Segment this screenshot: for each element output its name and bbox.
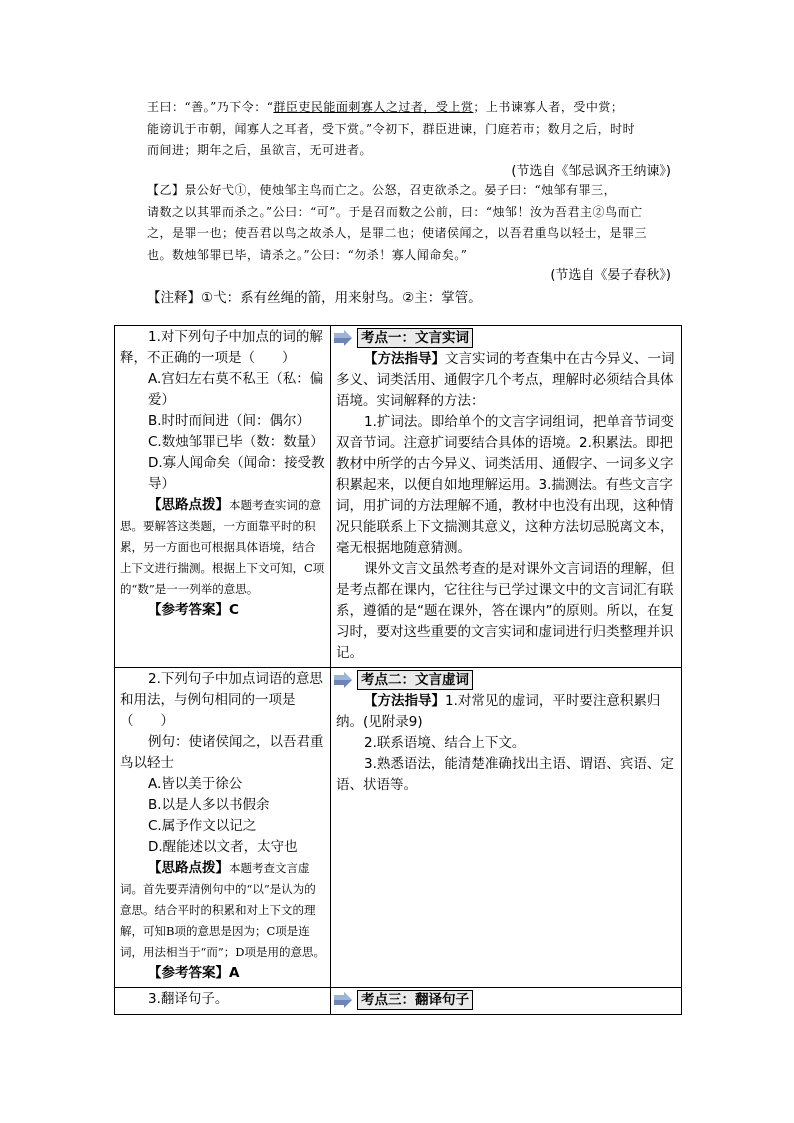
question-2-cell xyxy=(115,668,331,988)
yi-source: (节选自《晏子春秋》) xyxy=(550,268,671,283)
question-1-cell xyxy=(115,326,331,668)
kp3-header xyxy=(334,989,676,1011)
yi-line-2: 请数之以其罪而杀之。”公曰：“可”。于是召而数之公前，曰：“烛邹！汝为吾君主②鸟而亡 xyxy=(147,204,643,219)
q2-option-b: B.以是人多以书假余 xyxy=(148,797,270,813)
q2-answer-label: 【参考答案】 xyxy=(148,965,229,981)
q1-option-a: A.宫妇左右莫不私王（私：偏爱） xyxy=(148,371,324,408)
kp1-title: 考点一：文言实词 xyxy=(357,328,473,348)
question-1-stem: 1.对下列句子中加点的词的解释，不正确的一项是（ ） xyxy=(120,329,323,366)
q2-answer-value: A xyxy=(229,965,240,981)
kp2-guide xyxy=(336,691,676,733)
q1-hint-label: 【思路点拨】 xyxy=(148,497,229,513)
table-row xyxy=(115,326,682,668)
yi-line-3: 之，是罪一也；使吾君以鸟之故杀人，是罪二也；使诸侯闻之，以吾君重鸟以轻士，是罪三 xyxy=(147,226,648,240)
q1-option-d: D.寡人闻命矣（闻命：接受教导） xyxy=(148,455,325,492)
q1-answer-label: 【参考答案】 xyxy=(148,602,229,618)
q2-hint-label: 【思路点拨】 xyxy=(148,860,229,876)
yi-line-4: 也。数烛邹罪已毕，请杀之。”公曰：“勿杀！寡人闻命矣。” xyxy=(147,247,468,262)
q1-answer-value: C xyxy=(229,602,239,618)
kp2-title: 考点二：文言虚词 xyxy=(357,670,473,690)
q2-option-d: D.醒能述以文者，太守也 xyxy=(148,839,298,855)
q1-hint xyxy=(120,495,325,600)
q2-option-c: C.属予作文以记之 xyxy=(148,818,257,834)
yi-line-1: 【乙】景公好弋①，使烛邹主鸟而亡之。公怒，召吏欲杀之。晏子曰：“烛邹有罪三， xyxy=(147,183,617,197)
q1-option-b: B.时时而间进（间：偶尔） xyxy=(148,413,311,429)
question-2-stem: 2.下列句子中加点词语的意思和用法，与例句相同的一项是（ ） xyxy=(120,671,323,729)
knowledge-point-1-cell xyxy=(331,326,682,668)
kp1-guide-label: 【方法指导】 xyxy=(364,351,445,367)
kp1-guide xyxy=(336,349,676,412)
jia-line-2: 能谤讥于市朝，闻寡人之耳者，受下赏。”令初下，群臣进谏，门庭若市；数月之后，时时 xyxy=(147,121,636,136)
kp2-method-3: 3.熟悉语法，能清楚准确找出主语、谓语、宾语、定语、状语等。 xyxy=(336,756,674,793)
jia-line-1b: ；上书谏寡人者，受中赏； xyxy=(473,100,624,114)
arrow-icon xyxy=(334,330,352,346)
kp1-methods xyxy=(336,412,676,559)
kp1-guide-text: 文言实词的考查集中在古今异义、一词多义、词类活用、通假字几个考点，理解时必须结合具体语境。实词解释的方法： xyxy=(336,351,675,409)
jia-source: (节选自《邹忌讽齐王纳谏》) xyxy=(511,164,671,179)
arrow-icon xyxy=(334,672,352,688)
q2-hint-text: 本题考查文言虚词。首先要弄清例句中的“以”是认为的意思。结合平时的积累和对上下文的理解，可知B项的意思是因为；C项是连词，用法相当于“而”；D项是用的意思。 xyxy=(120,861,325,959)
jia-line-1 xyxy=(147,97,673,119)
q1-option-c: C.数烛邹罪已毕（数：数量） xyxy=(148,434,324,450)
q2-hint xyxy=(120,858,325,963)
knowledge-point-3-cell xyxy=(331,988,682,1015)
arrow-icon xyxy=(334,992,352,1008)
q1-answer xyxy=(120,600,325,621)
kp2-header xyxy=(334,669,676,691)
exercise-table xyxy=(114,325,682,1015)
passage-jia xyxy=(147,97,673,162)
kp1-method-3: 3.揣测法。有些文言字词，用扩词的方法理解不通，教材中也没有出现，这种情况只能联系上下文揣测其意义，这种方法切忌脱离文本，毫无根据地随意猜测。 xyxy=(336,477,674,556)
jia-underlined-text: 群臣吏民能面刺寡人之过者，受上赏 xyxy=(273,100,474,114)
kp3-title: 考点三：翻译句子 xyxy=(357,990,473,1010)
kp2-guide-label: 【方法指导】 xyxy=(364,693,445,709)
question-3-stem: 3.翻译句子。 xyxy=(148,991,229,1007)
jia-line-3: 而间进；期年之后，虽欲言，无可进者。 xyxy=(147,143,373,157)
annotation-note: 【注释】①弋：系有丝绳的箭，用来射鸟。②主：掌管。 xyxy=(147,290,482,306)
kp1-paragraph-2: 课外文言文虽然考查的是对课外文言词语的理解，但是考点都在课内，它往往与已学过课文中的文言词汇有联系，遵循的是“题在课外，答在课内”的原则。所以，在复习时，要对这些重要的文言实词和虚词进行归类整理并识记。 xyxy=(336,561,675,661)
knowledge-point-2-cell xyxy=(331,668,682,988)
q2-example: 例句：使诸侯闻之，以吾君重鸟以轻士 xyxy=(120,734,324,771)
passage-yi xyxy=(147,180,673,266)
q1-hint-text: 本题考查实词的意思。要解答这类题，一方面靠平时的积累，另一方面也可根据具体语境，结合上下文进行揣测。根据上下文可知，C项的“数”是一一列举的意思。 xyxy=(120,498,325,596)
table-row xyxy=(115,668,682,988)
jia-line-1a: 王曰：“善。”乃下令：“ xyxy=(147,100,274,114)
table-row xyxy=(115,988,682,1015)
kp1-header xyxy=(334,327,676,349)
kp2-method-1: 1.对常见的虚词，平时要注意积累归纳。(见附录9) xyxy=(336,693,661,730)
q2-answer xyxy=(120,963,325,984)
question-3-cell xyxy=(115,988,331,1015)
kp1-method-1: 1.扩词法。即给单个的文言字词组词，把单音节词变双音节词。注意扩词要结合具体的语境。 xyxy=(336,414,674,451)
kp1-method-2: 2.积累法。即把教材中所学的古今异义、词类活用、通假字、一词多义字积累起来，以便自如地理解运用。 xyxy=(336,435,674,493)
q2-option-a: A.皆以美于徐公 xyxy=(148,776,243,792)
kp2-method-2: 2.联系语境、结合上下文。 xyxy=(364,735,526,751)
